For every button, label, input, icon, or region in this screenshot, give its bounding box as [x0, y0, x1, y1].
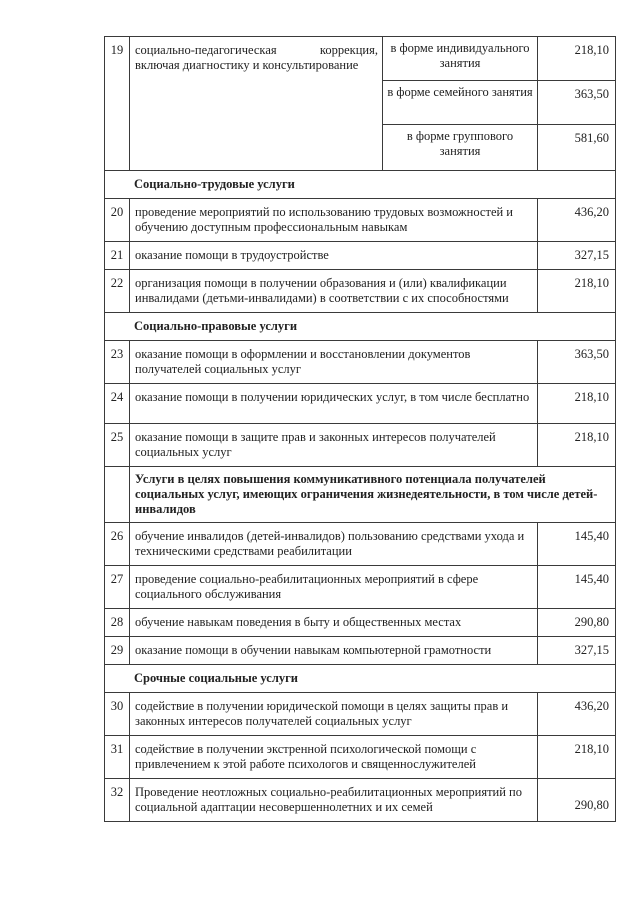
table-row [105, 637, 616, 665]
section-title: Срочные социальные услуги [105, 665, 616, 693]
table-row [105, 37, 616, 81]
section-header-row [105, 313, 616, 341]
table-row [105, 693, 616, 736]
service-form: в форме индивидуального занятия [383, 37, 538, 81]
service-price: 436,20 [538, 693, 616, 736]
table-row [105, 424, 616, 467]
section-title: Социально-трудовые услуги [105, 171, 616, 199]
row-number: 26 [105, 523, 130, 566]
table-row [105, 523, 616, 566]
service-form: в форме семейного занятия [383, 81, 538, 125]
service-description: Проведение неотложных социально-реабилитационных мероприятий по социальной адаптации несовершеннолетних и их семей [130, 779, 538, 822]
service-description: содействие в получении юридической помощи в целях защиты прав и законных интересов получателей социальных услуг [130, 693, 538, 736]
service-description: оказание помощи в обучении навыкам компьютерной грамотности [130, 637, 538, 665]
service-price: 327,15 [538, 242, 616, 270]
service-price: 218,10 [538, 424, 616, 467]
service-price: 436,20 [538, 199, 616, 242]
service-price: 290,80 [538, 609, 616, 637]
service-price: 218,10 [538, 37, 616, 81]
row-number: 27 [105, 566, 130, 609]
table-row [105, 566, 616, 609]
section-title: Услуги в целях повышения коммуникативного потенциала получателей социальных услуг, имеющих ограничения жизнедеятельности, в том числе детей-инвалидов [130, 467, 616, 523]
row-number: 22 [105, 270, 130, 313]
row-number: 20 [105, 199, 130, 242]
service-price: 581,60 [538, 125, 616, 171]
row-number: 23 [105, 341, 130, 384]
row-number: 28 [105, 609, 130, 637]
service-description: содействие в получении экстренной психологической помощи с привлечением к этой работе психологов и священнослужителей [130, 736, 538, 779]
service-description: оказание помощи в защите прав и законных интересов получателей социальных услуг [130, 424, 538, 467]
service-description: обучение навыкам поведения в быту и общественных местах [130, 609, 538, 637]
row-number: 31 [105, 736, 130, 779]
table-row [105, 736, 616, 779]
service-price: 327,15 [538, 637, 616, 665]
row-number: 24 [105, 384, 130, 424]
row-number: 32 [105, 779, 130, 822]
table-row [105, 609, 616, 637]
section-header-row [105, 467, 616, 523]
service-form: в форме группового занятия [383, 125, 538, 171]
table-row [105, 779, 616, 822]
service-description: проведение мероприятий по использованию трудовых возможностей и обучению доступным профессиональным навыкам [130, 199, 538, 242]
section-title: Социально-правовые услуги [105, 313, 616, 341]
service-description: обучение инвалидов (детей-инвалидов) пользованию средствами ухода и техническими средствами реабилитации [130, 523, 538, 566]
service-description: организация помощи в получении образования и (или) квалификации инвалидами (детьми-инвалидами) в соответствии с их способностями [130, 270, 538, 313]
service-price: 218,10 [538, 384, 616, 424]
tariff-table [104, 36, 616, 822]
table-row [105, 242, 616, 270]
service-price: 290,80 [538, 779, 616, 822]
row-number: 21 [105, 242, 130, 270]
row-number: 30 [105, 693, 130, 736]
service-price: 363,50 [538, 341, 616, 384]
section-header-row [105, 171, 616, 199]
row-number: 19 [105, 37, 130, 171]
service-price: 145,40 [538, 566, 616, 609]
service-description: оказание помощи в получении юридических услуг, в том числе бесплатно [130, 384, 538, 424]
table-row [105, 384, 616, 424]
section-header-row [105, 665, 616, 693]
service-price: 218,10 [538, 270, 616, 313]
service-description: социально-педагогическая коррекция, включая диагностику и консультирование [130, 37, 383, 171]
service-description: оказание помощи в трудоустройстве [130, 242, 538, 270]
table-row [105, 341, 616, 384]
row-number: 25 [105, 424, 130, 467]
service-description: проведение социально-реабилитационных мероприятий в сфере социального обслуживания [130, 566, 538, 609]
table-row [105, 199, 616, 242]
table-row [105, 270, 616, 313]
service-price: 218,10 [538, 736, 616, 779]
service-price: 363,50 [538, 81, 616, 125]
service-description: оказание помощи в оформлении и восстановлении документов получателей социальных услуг [130, 341, 538, 384]
service-price: 145,40 [538, 523, 616, 566]
row-number: 29 [105, 637, 130, 665]
